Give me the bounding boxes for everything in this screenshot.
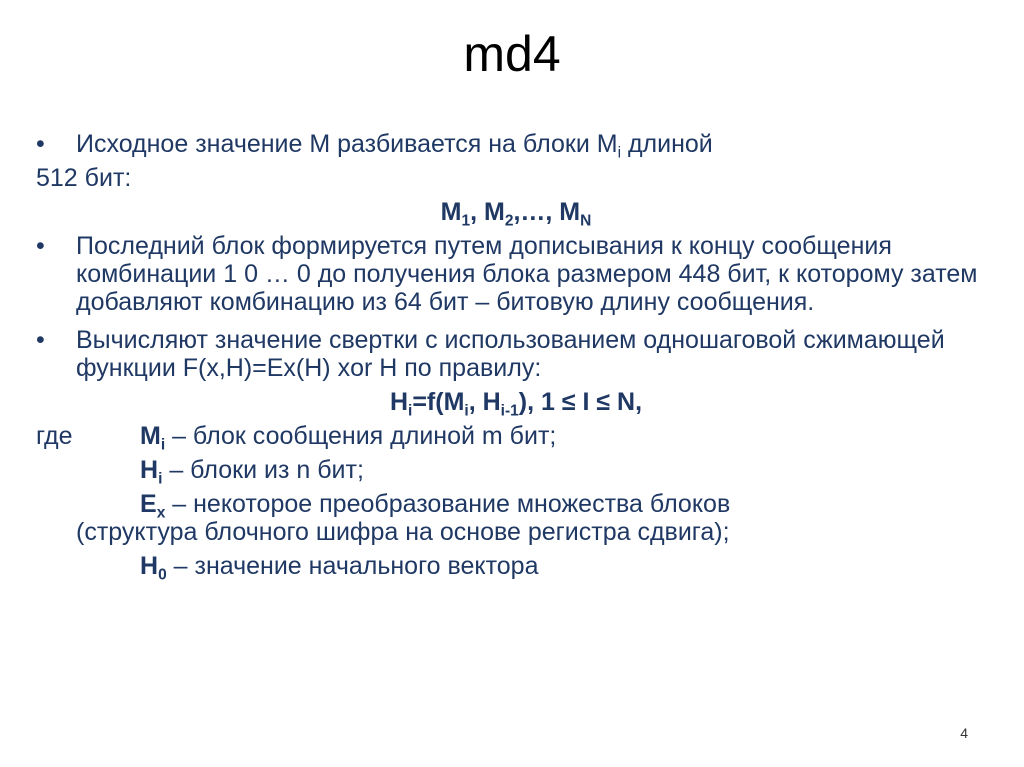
bullet-1-sub: i (617, 144, 622, 162)
formula-hash-mid: =f(M (412, 388, 465, 416)
bullet-icon: • (36, 232, 45, 260)
formula-blocks-sub2: 2 (504, 212, 514, 230)
formula-hash-sub-mi: i (464, 402, 469, 420)
formula-hash-sub-i: i (408, 402, 413, 420)
formula-hash-h: H (389, 388, 408, 416)
definition-h-text: – блоки из n бит; (162, 456, 364, 484)
definition-m-sub: i (160, 436, 166, 454)
bullet-icon: • (36, 130, 45, 158)
formula-blocks-subN: N (580, 212, 592, 230)
page-number: 4 (960, 725, 968, 741)
definition-e-sub: x (156, 504, 166, 522)
formula-hash-mid2: , H (468, 388, 501, 416)
formula-hash (36, 388, 996, 420)
slide-title: md4 (463, 26, 561, 82)
bullet-2-text: Последний блок формируется путем дописывания к концу сообщения комбинации 1 0 … 0 до получения блока размером 448 бит, к которому затем добавляют комбинацию из 64 бит – битовую длину сообщения. (76, 232, 978, 316)
definition-e-text: – некоторое преобразование множества блоков (165, 490, 731, 518)
bullet-icon: • (36, 326, 45, 354)
definition-m-text: – блок сообщения длиной m бит; (165, 422, 557, 450)
formula-hash-tail: ), 1 ≤ I ≤ N, (518, 388, 643, 416)
formula-hash-sub-prev: i-1 (500, 402, 519, 420)
bullet-1-tail: длиной (621, 130, 713, 158)
bullet-1-text: Исходное значение М разбивается на блоки М (76, 130, 618, 158)
formula-blocks-sub1: 1 (461, 212, 471, 230)
formula-blocks (36, 198, 996, 230)
definition-h-symbol: H (140, 456, 159, 484)
bullet-1-continuation: 512 бит: (36, 164, 132, 192)
formula-blocks-m: М (440, 198, 462, 226)
formula-blocks-sep1: , М (470, 198, 505, 226)
definition-h-sub: i (158, 470, 163, 488)
definition-h (36, 456, 996, 488)
bullet-item-2 (36, 232, 996, 316)
slide-body (36, 130, 996, 584)
definition-h0-text: – значение начального вектора (166, 552, 539, 580)
definition-e (36, 490, 996, 522)
definition-e-symbol: E (140, 490, 157, 518)
bullet-item-3 (36, 326, 996, 382)
definition-m-symbol: M (140, 422, 161, 450)
bullet-3-text: Вычисляют значение свертки с использованием одношаговой сжимающей функции F(x,H)=Ex(H) xor H по правилу: (76, 326, 945, 382)
bullet-item-1 (36, 130, 996, 162)
definition-e-continuation: (структура блочного шифра на основе регистра сдвига); (76, 518, 730, 546)
formula-blocks-sep2: ,…, М (513, 198, 581, 226)
where-label: где (36, 422, 73, 450)
definition-m (36, 422, 996, 454)
definition-h0-symbol: H (140, 552, 159, 580)
definition-h0-sub: 0 (158, 566, 167, 584)
definition-h0 (36, 552, 996, 584)
